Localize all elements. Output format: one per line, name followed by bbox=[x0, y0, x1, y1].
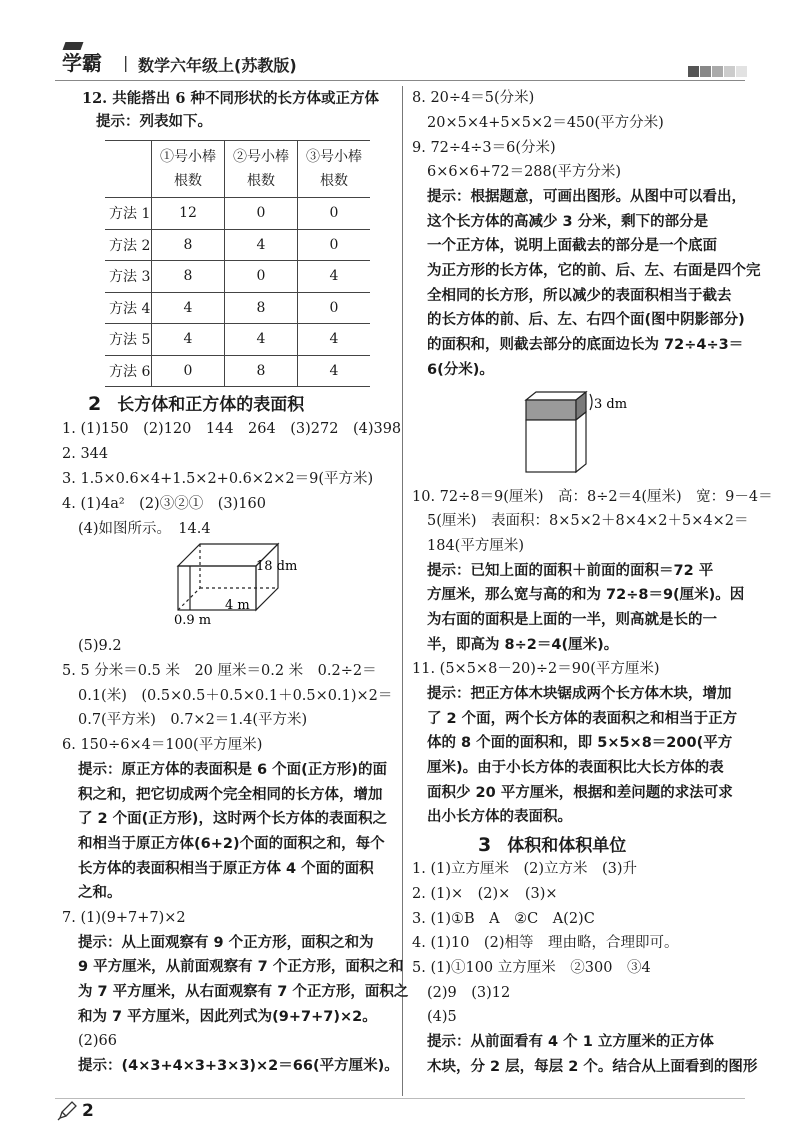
page-number: 2 bbox=[82, 1101, 94, 1121]
q6-hint-line: 积之和，把它切成两个完全相同的长方体，增加 bbox=[78, 787, 383, 803]
table-corner-cell bbox=[105, 141, 152, 198]
methods-table bbox=[105, 140, 370, 387]
table-row: 方法 1 12 0 0 bbox=[105, 198, 370, 230]
q7-hint-line: 为 7 平方厘米，从右面观察有 7 个正方形，面积之 bbox=[78, 984, 409, 1000]
s2-q5-b: 0.1(米) (0.5×0.5＋0.5×0.1＋0.5×0.1)×2＝ bbox=[78, 688, 393, 704]
q10-hint-line: 为右面的面积是上面的一半，则高就是长的一 bbox=[427, 612, 717, 628]
s2-q3: 3. 1.5×0.6×4+1.5×2+0.6×2×2＝9(平方米) bbox=[62, 471, 374, 487]
q7-hint-line: 9 平方厘米，从前面观察有 7 个正方形，面积之和 bbox=[78, 959, 404, 975]
q9-hint-line: 这个长方体的高减少 3 分米，剩下的部分是 bbox=[427, 214, 709, 230]
q9-hint-line: 6(分米)。 bbox=[427, 362, 494, 378]
s3-line: 5. (1)①100 立方厘米 ②300 ③4 bbox=[412, 960, 651, 976]
table-header-1: ①号小棒 根数 bbox=[152, 141, 225, 198]
q8-line-2: 20×5×4+5×5×2＝450(平方分米) bbox=[427, 115, 664, 131]
s3-hint-line: 木块，分 2 层，每层 2 个。结合从上面看到的图形 bbox=[427, 1059, 758, 1075]
s3-line: (4)5 bbox=[427, 1009, 457, 1025]
q9-hint-line: 的长方体的前、后、左、右四个面(图中阴影部分) bbox=[427, 312, 745, 328]
s2-q2: 2. 344 bbox=[62, 446, 109, 462]
s3-line: 3. (1)①B A ②C A(2)C bbox=[412, 911, 595, 927]
column-divider bbox=[402, 86, 403, 1096]
q9-line-2: 6×6×6+72＝288(平方分米) bbox=[427, 164, 622, 180]
q6-hint-line: 和相当于原正方体(6+2)个面的面积之和，每个 bbox=[78, 836, 385, 852]
header-rule bbox=[55, 80, 745, 81]
q12-line: 12. 共能搭出 6 种不同形状的长方体或正方体 bbox=[82, 90, 379, 107]
table-row: 方法 2 8 4 0 bbox=[105, 229, 370, 261]
q11-hint-line: 提示：把正方体木块锯成两个长方体木块，增加 bbox=[427, 686, 732, 702]
s2-q4: 4. (1)4a² (2)③②① (3)160 bbox=[62, 496, 266, 512]
s2-q7: 7. (1)(9+7+7)×2 bbox=[62, 910, 186, 926]
s2-q7-2: (2)66 bbox=[78, 1033, 117, 1049]
s2-q1: 1. (1)150 (2)120 144 264 (3)272 (4)398 bbox=[62, 421, 402, 437]
q9-hint-line: 一个正方体，说明上面截去的部分是一个底面 bbox=[427, 238, 717, 254]
q10-hint-line: 方厘米，那么宽与高的和为 72÷8＝9(厘米)。因 bbox=[427, 587, 745, 603]
s2-q5: 5. 5 分米＝0.5 米 20 厘米＝0.2 米 0.2÷2＝ bbox=[62, 663, 377, 679]
header-square bbox=[712, 66, 723, 77]
cuboid-figure bbox=[170, 540, 330, 630]
q7-hint-line: 提示：(4×3+4×3+3×3)×2＝66(平方厘米)。 bbox=[78, 1058, 399, 1074]
s3-line: (2)9 (3)12 bbox=[427, 985, 511, 1001]
q10-hint-line: 提示：已知上面的面积＋前面的面积＝72 平 bbox=[427, 563, 714, 579]
header-square bbox=[736, 66, 747, 77]
logo: 学霸 bbox=[62, 51, 102, 75]
fig2-label: 3 dm bbox=[594, 397, 628, 412]
q6-hint-line: 提示：原正方体的表面积是 6 个面(正方形)的面 bbox=[78, 762, 387, 778]
s3-line: 2. (1)× (2)× (3)× bbox=[412, 886, 558, 902]
s3-line: 4. (1)10 (2)相等 理由略，合理即可。 bbox=[412, 935, 679, 951]
q6-hint-line: 了 2 个面(正方形)，这时两个长方体的表面积之 bbox=[78, 811, 387, 827]
q9-hint-line: 的面积和，则截去部分的底面边长为 72÷4÷3＝ bbox=[427, 337, 744, 353]
q11-hint-line: 厘米)。由于小长方体的表面积比大长方体的表 bbox=[427, 760, 724, 776]
q6-hint-line: 之和。 bbox=[78, 885, 122, 901]
q9-hint-line: 全相同的长方形，所以减少的表面积相当于截去 bbox=[427, 288, 732, 304]
s2-q4-5: (5)9.2 bbox=[78, 638, 122, 654]
section-3-title: 3 体积和体积单位 bbox=[478, 834, 627, 856]
table-header-2: ②号小棒 根数 bbox=[225, 141, 298, 198]
table-row: 方法 4 4 8 0 bbox=[105, 292, 370, 324]
fig1-height-label: 18 dm bbox=[256, 559, 298, 574]
footer-rule bbox=[55, 1098, 745, 1099]
section-2-title: 2 长方体和正方体的表面积 bbox=[88, 393, 305, 415]
q11-hint-line: 了 2 个面，两个长方体的表面积之和相当于正方 bbox=[427, 711, 738, 727]
table-header-3: ③号小棒 根数 bbox=[298, 141, 371, 198]
q10-line-3: 184(平方厘米) bbox=[427, 538, 524, 554]
header-square bbox=[688, 66, 699, 77]
pencil-icon bbox=[56, 1100, 78, 1122]
header-square bbox=[700, 66, 711, 77]
fig1-depth-label: 4 m bbox=[225, 598, 250, 613]
table-row: 方法 6 0 8 4 bbox=[105, 355, 370, 387]
q9-line: 9. 72÷4÷3＝6(分米) bbox=[412, 140, 556, 156]
q10-line-2: 5(厘米) 表面积：8×5×2＋8×4×2＋5×4×2＝ bbox=[427, 513, 749, 529]
q12-hint: 提示：列表如下。 bbox=[96, 114, 212, 130]
q10-line: 10. 72÷8＝9(厘米) 高：8÷2＝4(厘米) 宽：9－4＝ bbox=[412, 489, 773, 505]
q7-hint-line: 和为 7 平方厘米，因此列式为(9+7+7)×2。 bbox=[78, 1009, 377, 1025]
q9-hint-line: 提示：根据题意，可画出图形。从图中可以看出， bbox=[427, 189, 746, 205]
fig1-width-label: 0.9 m bbox=[174, 613, 212, 628]
s2-q5-c: 0.7(平方米) 0.7×2＝1.4(平方米) bbox=[78, 712, 308, 728]
q11-hint-line: 体的 8 个面的面积和，即 5×5×8＝200(平方 bbox=[427, 735, 733, 751]
q10-hint-line: 半，即高为 8÷2＝4(厘米)。 bbox=[427, 637, 619, 653]
q9-hint-line: 为正方形的长方体，它的前、后、左、右面是四个完 bbox=[427, 263, 761, 279]
cut-cuboid-figure bbox=[520, 388, 660, 476]
q11-line: 11. (5×5×8－20)÷2＝90(平方厘米) bbox=[412, 661, 660, 677]
header-square bbox=[724, 66, 735, 77]
q6-hint-line: 长方体的表面积相当于原正方体 4 个面的面积 bbox=[78, 861, 374, 877]
s3-hint-line: 提示：从前面看有 4 个 1 立方厘米的正方体 bbox=[427, 1034, 714, 1050]
s3-line: 1. (1)立方厘米 (2)立方米 (3)升 bbox=[412, 861, 638, 877]
q11-hint-line: 面积少 20 平方厘米，根据和差问题的求法可求 bbox=[427, 785, 733, 801]
header-title: 数学六年级上(苏教版) bbox=[138, 56, 297, 75]
q7-hint-line: 提示：从上面观察有 9 个正方形，面积之和为 bbox=[78, 935, 374, 951]
header-separator: | bbox=[123, 53, 129, 72]
q8-line: 8. 20÷4＝5(分米) bbox=[412, 90, 535, 106]
s2-q4-4: (4)如图所示。 14.4 bbox=[78, 521, 211, 537]
q11-hint-line: 出小长方体的表面积。 bbox=[427, 809, 572, 825]
table-row: 方法 5 4 4 4 bbox=[105, 324, 370, 356]
table-row: 方法 3 8 0 4 bbox=[105, 261, 370, 293]
s2-q6: 6. 150÷6×4＝100(平方厘米) bbox=[62, 737, 263, 753]
